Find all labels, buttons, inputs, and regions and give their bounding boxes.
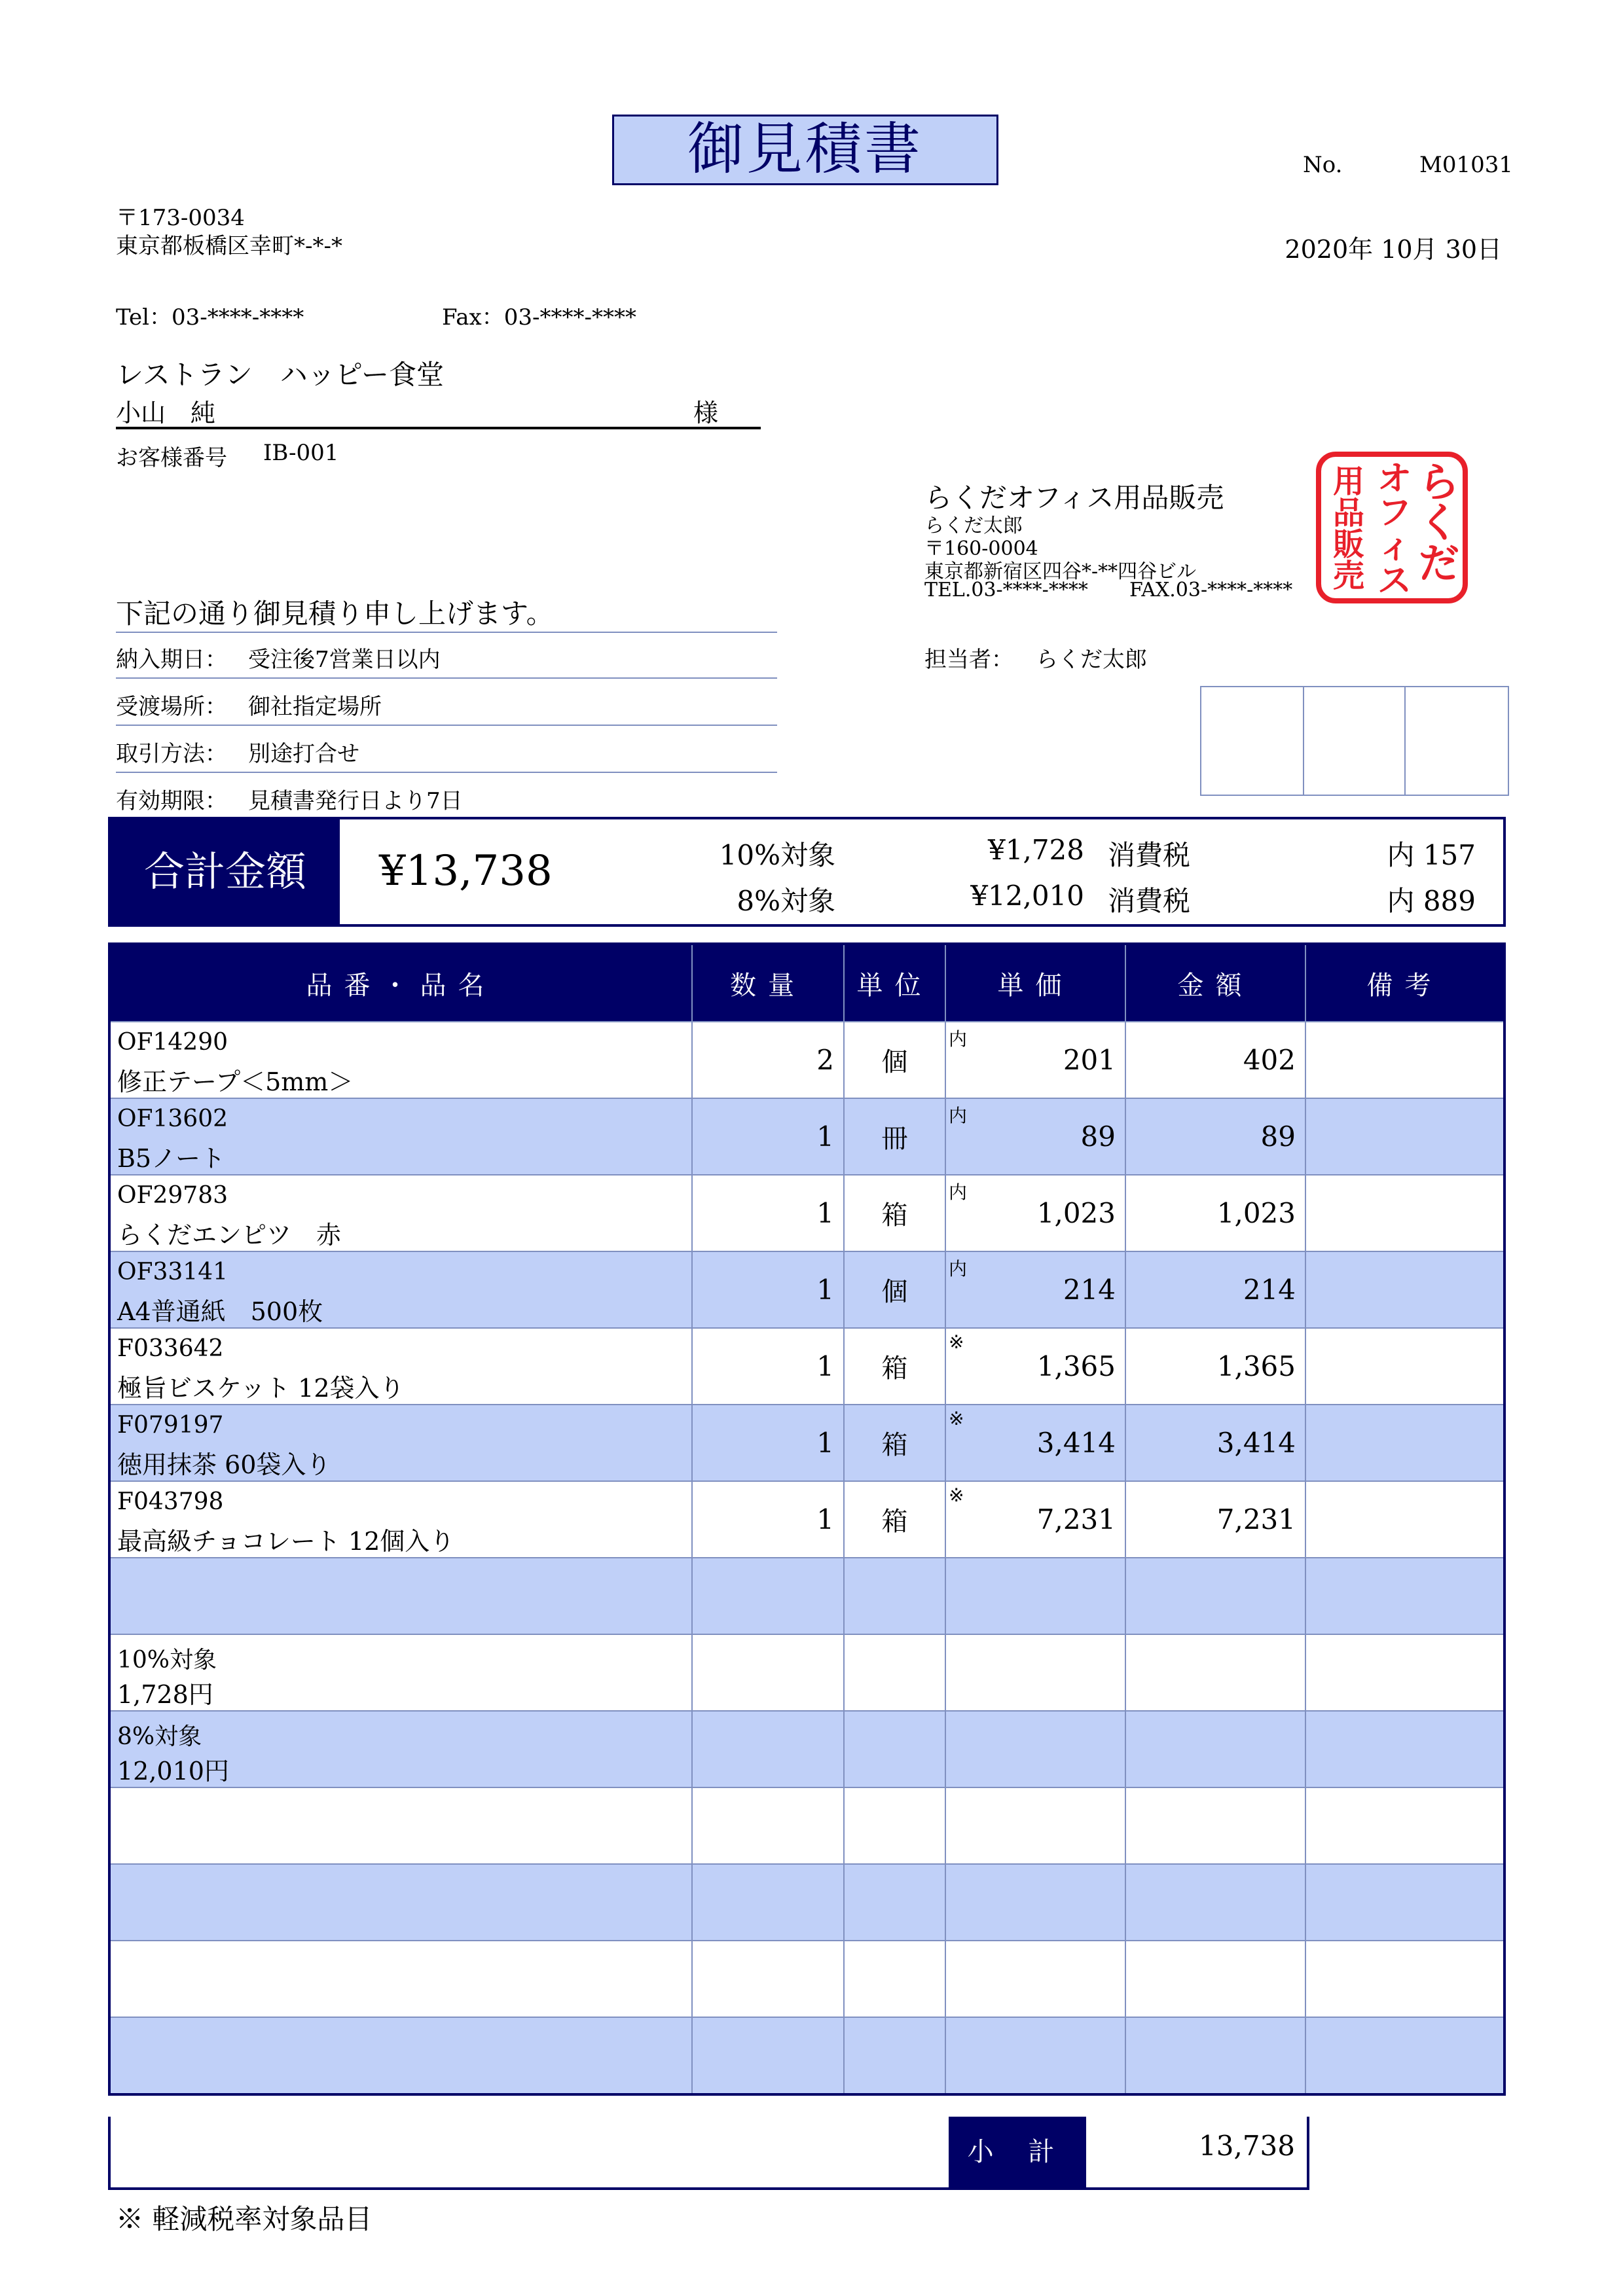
company-seal	[1316, 452, 1468, 603]
item-price-cell	[945, 1558, 1125, 1634]
item-qty	[692, 1787, 844, 1864]
item-qty: 1	[692, 1405, 844, 1481]
item-amount	[1125, 1864, 1305, 1941]
item-note	[1305, 1711, 1504, 1787]
item-unit	[844, 1864, 945, 1941]
item-note	[1305, 1405, 1504, 1481]
item-note	[1305, 1558, 1504, 1634]
item-note	[1305, 1022, 1504, 1098]
tax-mark: ※	[949, 1408, 964, 1429]
item-code: OF14290	[117, 1029, 228, 1056]
item-qty	[692, 1558, 844, 1634]
item-cell	[109, 1787, 692, 1864]
item-cell	[109, 1328, 692, 1405]
item-unit: 箱	[844, 1481, 945, 1558]
total-summary	[108, 817, 1506, 927]
intro-text: 下記の通り御見積り申し上げます。	[116, 592, 777, 633]
tax-label: 消費税	[1108, 885, 1191, 917]
header-item: 品番・品名	[109, 944, 692, 1022]
item-qty: 1	[692, 1328, 844, 1405]
item-amount: 1,023	[1125, 1175, 1305, 1251]
item-unit: 個	[844, 1251, 945, 1328]
item-price-cell	[945, 1175, 1125, 1251]
item-note	[1305, 1941, 1504, 2017]
stamp-divider	[1303, 687, 1304, 795]
item-unit	[844, 1711, 945, 1787]
item-name: B5ノート	[117, 1144, 225, 1173]
total-label: 合計金額	[111, 819, 340, 924]
tax-target: 10%対象	[719, 839, 835, 871]
item-note	[1305, 1634, 1504, 1711]
vendor-tel: TEL.03-****-****	[924, 579, 1088, 601]
item-unit: 箱	[844, 1175, 945, 1251]
vendor-postal: 〒160-0004	[924, 537, 1038, 560]
approval-stamp-boxes	[1200, 686, 1509, 796]
item-unit: 箱	[844, 1405, 945, 1481]
customer-number-label: お客様番号	[116, 445, 227, 471]
header-amount: 金額	[1125, 944, 1305, 1022]
term-row	[116, 780, 777, 816]
tax-target: 8%対象	[737, 885, 835, 917]
header-qty: 数量	[692, 944, 844, 1022]
table-row	[109, 1022, 1504, 1098]
item-code: F033642	[117, 1335, 224, 1362]
doc-no: M01031	[1419, 152, 1513, 178]
seal-text: オ フ ィ ス	[1377, 459, 1412, 601]
vendor-person: らくだ太郎	[924, 514, 1023, 537]
term-value: 御社指定場所	[248, 694, 382, 720]
item-note	[1305, 1098, 1504, 1175]
seal-text: 用 品 販 売	[1332, 463, 1364, 594]
tax-target-amount: ¥1,728	[988, 834, 1084, 866]
item-price-cell	[945, 1787, 1125, 1864]
item-price-cell	[945, 1864, 1125, 1941]
item-qty: 1	[692, 1481, 844, 1558]
table-row	[109, 1711, 1504, 1787]
item-price-cell	[945, 1941, 1125, 2017]
item-unit	[844, 1787, 945, 1864]
item-qty: 1	[692, 1098, 844, 1175]
item-qty	[692, 1711, 844, 1787]
header-note: 備考	[1305, 944, 1504, 1022]
header-price: 単価	[945, 944, 1125, 1022]
item-qty	[692, 1634, 844, 1711]
total-amount: ¥13,738	[379, 847, 553, 895]
item-qty: 2	[692, 1022, 844, 1098]
tax-mark: 内	[949, 1258, 968, 1280]
item-amount: 89	[1125, 1098, 1305, 1175]
item-amount	[1125, 1787, 1305, 1864]
item-qty	[692, 2017, 844, 2094]
term-value: 受注後7営業日以内	[248, 647, 441, 673]
subtotal-row	[108, 2117, 1309, 2190]
item-price: 3,414	[1036, 1427, 1116, 1459]
item-amount: 7,231	[1125, 1481, 1305, 1558]
item-amount: 3,414	[1125, 1405, 1305, 1481]
tax-label: 消費税	[1108, 839, 1191, 871]
vendor-name: らくだオフィス用品販売	[924, 482, 1224, 514]
tax-mark: 内	[949, 1105, 968, 1126]
tax-mark: 内	[949, 1028, 968, 1050]
customer-person: 小山 純	[116, 399, 216, 427]
item-code: OF29783	[117, 1182, 228, 1209]
item-cell	[109, 1405, 692, 1481]
staff-label: 担当者：	[924, 647, 1013, 673]
term-label: 取引方法：	[116, 741, 227, 767]
sender-tel: Tel：03-****-****	[116, 304, 304, 331]
item-code: 8%対象	[117, 1723, 202, 1750]
item-price: 1,023	[1036, 1197, 1116, 1229]
item-qty: 1	[692, 1251, 844, 1328]
customer-honorific: 様	[693, 399, 719, 427]
table-row	[109, 1175, 1504, 1251]
tax-mark: ※	[949, 1484, 964, 1506]
item-amount	[1125, 1634, 1305, 1711]
sender-address: 東京都板橋区幸町*-*-*	[116, 233, 342, 259]
item-cell	[109, 1098, 692, 1175]
table-header-row	[109, 944, 1504, 1022]
item-qty	[692, 1941, 844, 2017]
term-label: 受渡場所：	[116, 694, 227, 720]
item-cell	[109, 2017, 692, 2094]
vendor-address: 東京都新宿区四谷*-**四谷ビル	[924, 560, 1197, 583]
table-row	[109, 1098, 1504, 1175]
item-name: 12,010円	[117, 1757, 229, 1785]
tax-value: 内 889	[1387, 885, 1476, 917]
item-unit	[844, 1634, 945, 1711]
item-note	[1305, 2017, 1504, 2094]
item-amount	[1125, 2017, 1305, 2094]
term-row	[116, 638, 777, 679]
seal-text: ら く だ	[1418, 458, 1459, 587]
table-row	[109, 1864, 1504, 1941]
item-qty	[692, 1864, 844, 1941]
item-cell	[109, 1251, 692, 1328]
customer-name-line	[116, 393, 761, 429]
subtotal-value: 13,738	[1199, 2130, 1295, 2162]
item-note	[1305, 1175, 1504, 1251]
item-unit	[844, 2017, 945, 2094]
item-code: OF13602	[117, 1105, 228, 1132]
item-price-cell	[945, 1328, 1125, 1405]
document-title: 御見積書	[612, 115, 998, 185]
term-label: 納入期日：	[116, 647, 227, 673]
tax-target-amount: ¥12,010	[970, 880, 1084, 912]
items-table	[108, 942, 1506, 2096]
item-cell	[109, 1175, 692, 1251]
customer-number: IB-001	[263, 440, 339, 466]
item-note	[1305, 1864, 1504, 1941]
item-price: 214	[1063, 1274, 1116, 1306]
vendor-fax: FAX.03-****-****	[1129, 579, 1293, 601]
item-cell	[109, 1634, 692, 1711]
header-unit: 単位	[844, 944, 945, 1022]
table-row	[109, 1941, 1504, 2017]
tax-mark: ※	[949, 1331, 964, 1353]
item-note	[1305, 1787, 1504, 1864]
table-row	[109, 1405, 1504, 1481]
table-row	[109, 1328, 1504, 1405]
doc-no-label: No.	[1303, 152, 1343, 178]
table-row	[109, 2017, 1504, 2094]
item-cell	[109, 1864, 692, 1941]
item-amount	[1125, 1711, 1305, 1787]
table-row	[109, 1481, 1504, 1558]
subtotal-label: 小 計	[949, 2117, 1086, 2187]
footnote: ※ 軽減税率対象品目	[116, 2203, 373, 2235]
item-price-cell	[945, 2017, 1125, 2094]
item-price-cell	[945, 1251, 1125, 1328]
term-value: 別途打合せ	[248, 741, 359, 767]
item-price: 201	[1063, 1044, 1116, 1076]
item-price-cell	[945, 1405, 1125, 1481]
item-cell	[109, 1711, 692, 1787]
item-cell	[109, 1022, 692, 1098]
item-price: 89	[1080, 1121, 1116, 1153]
term-row	[116, 732, 777, 773]
table-row	[109, 1251, 1504, 1328]
item-unit: 冊	[844, 1098, 945, 1175]
item-unit	[844, 1941, 945, 2017]
table-row	[109, 1558, 1504, 1634]
item-price-cell	[945, 1022, 1125, 1098]
item-cell	[109, 1558, 692, 1634]
customer-company: レストラン ハッピー食堂	[116, 359, 445, 391]
tax-mark: 内	[949, 1181, 968, 1203]
item-name: 極旨ビスケット 12袋入り	[117, 1374, 405, 1403]
item-code: F079197	[117, 1412, 224, 1439]
item-qty: 1	[692, 1175, 844, 1251]
item-price-cell	[945, 1711, 1125, 1787]
item-note	[1305, 1251, 1504, 1328]
item-cell	[109, 1941, 692, 2017]
item-name: 徳用抹茶 60袋入り	[117, 1450, 331, 1479]
item-unit: 箱	[844, 1328, 945, 1405]
item-amount	[1125, 1558, 1305, 1634]
item-name: 修正テープ＜5mm＞	[117, 1067, 354, 1096]
item-amount: 1,365	[1125, 1328, 1305, 1405]
item-note	[1305, 1481, 1504, 1558]
issue-date: 2020年 10月 30日	[1285, 235, 1502, 264]
term-row	[116, 685, 777, 726]
item-price: 1,365	[1036, 1350, 1116, 1382]
item-amount: 402	[1125, 1022, 1305, 1098]
table-row	[109, 1634, 1504, 1711]
item-price-cell	[945, 1098, 1125, 1175]
item-name: 1,728円	[117, 1680, 213, 1709]
item-cell	[109, 1481, 692, 1558]
item-code: F043798	[117, 1488, 224, 1515]
item-name: A4普通紙 500枚	[117, 1297, 323, 1326]
tax-value: 内 157	[1387, 839, 1476, 871]
item-price: 7,231	[1036, 1503, 1116, 1535]
item-amount: 214	[1125, 1251, 1305, 1328]
item-code: OF33141	[117, 1259, 228, 1285]
staff-name: らくだ太郎	[1036, 647, 1147, 673]
item-name: 最高級チョコレート 12個入り	[117, 1527, 455, 1556]
item-note	[1305, 1328, 1504, 1405]
term-value: 見積書発行日より7日	[248, 788, 463, 814]
sender-fax: Fax：03-****-****	[442, 304, 636, 331]
item-name: らくだエンピツ 赤	[117, 1221, 342, 1249]
sender-postal: 〒173-0034	[116, 205, 245, 231]
item-unit	[844, 1558, 945, 1634]
table-row	[109, 1787, 1504, 1864]
term-label: 有効期限：	[116, 788, 227, 814]
item-price-cell	[945, 1634, 1125, 1711]
item-amount	[1125, 1941, 1305, 2017]
item-unit: 個	[844, 1022, 945, 1098]
stamp-divider	[1404, 687, 1406, 795]
item-price-cell	[945, 1481, 1125, 1558]
item-code: 10%対象	[117, 1647, 217, 1674]
